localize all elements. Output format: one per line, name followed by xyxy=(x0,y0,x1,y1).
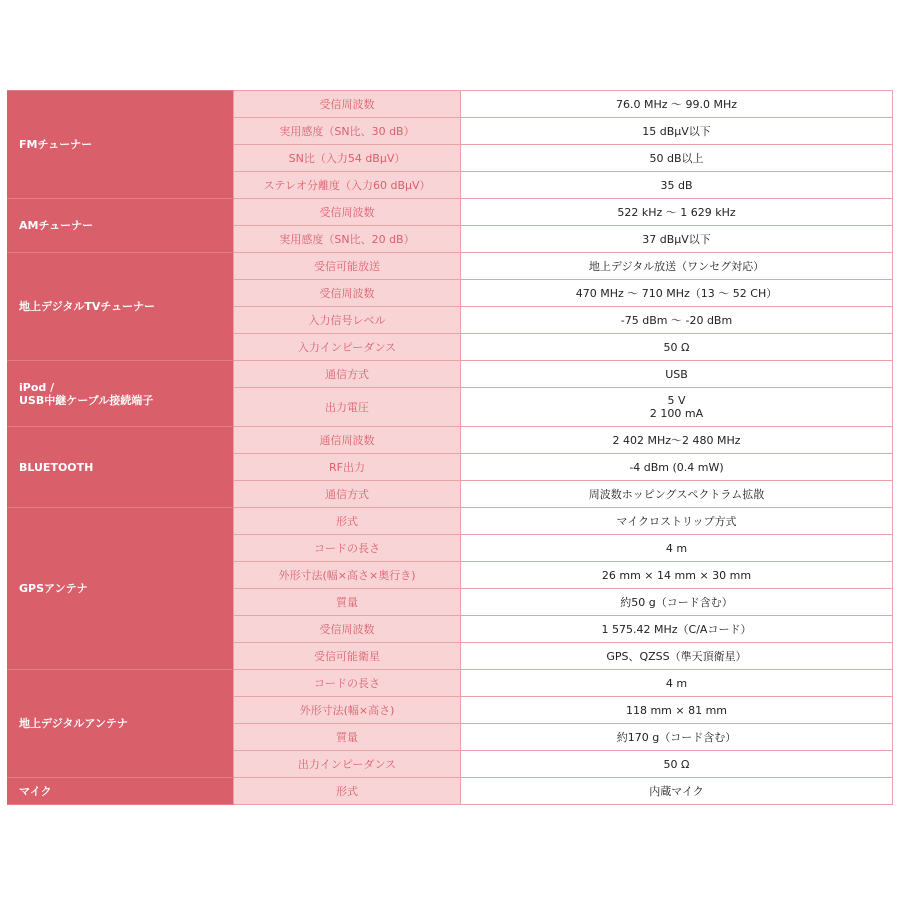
spec-row xyxy=(7,199,893,226)
spec-label: 実用感度（SN比、20 dB） xyxy=(234,226,461,253)
spec-label: 受信周波数 xyxy=(234,91,461,118)
spec-value: USB xyxy=(461,361,893,388)
category-cell: 地上デジタルTVチューナー xyxy=(7,253,234,361)
spec-value xyxy=(461,388,893,427)
spec-value-line: 5 V xyxy=(667,394,686,407)
spec-value: 2 402 MHz～2 480 MHz xyxy=(461,427,893,454)
category-cell: GPSアンテナ xyxy=(7,508,234,670)
spec-label: コードの長さ xyxy=(234,670,461,697)
spec-value: 37 dBμV以下 xyxy=(461,226,893,253)
category-cell xyxy=(7,361,234,427)
spec-value: 内蔵マイク xyxy=(461,778,893,805)
spec-table-body xyxy=(7,91,893,805)
spec-label: 受信周波数 xyxy=(234,199,461,226)
spec-label: 形式 xyxy=(234,508,461,535)
spec-row xyxy=(7,670,893,697)
category-label-line: iPod / xyxy=(19,380,55,394)
spec-value: 26 mm × 14 mm × 30 mm xyxy=(461,562,893,589)
spec-label: 通信方式 xyxy=(234,481,461,508)
spec-label: 外形寸法(幅×高さ×奥行き) xyxy=(234,562,461,589)
spec-label: ステレオ分離度（入力60 dBμV） xyxy=(234,172,461,199)
spec-row xyxy=(7,253,893,280)
spec-row xyxy=(7,91,893,118)
spec-table xyxy=(7,90,893,805)
spec-label: 受信可能衛星 xyxy=(234,643,461,670)
spec-value: GPS、QZSS（準天頂衛星） xyxy=(461,643,893,670)
spec-label: 出力インピーダンス xyxy=(234,751,461,778)
spec-row xyxy=(7,778,893,805)
spec-label: 実用感度（SN比、30 dB） xyxy=(234,118,461,145)
category-cell: AMチューナー xyxy=(7,199,234,253)
spec-value: -4 dBm (0.4 mW) xyxy=(461,454,893,481)
spec-row xyxy=(7,361,893,388)
spec-value: 522 kHz ～ 1 629 kHz xyxy=(461,199,893,226)
spec-value: 約50 g（コード含む） xyxy=(461,589,893,616)
category-label-line: USB中継ケーブル接続端子 xyxy=(19,393,154,407)
spec-label: 外形寸法(幅×高さ) xyxy=(234,697,461,724)
spec-value: 4 m xyxy=(461,670,893,697)
spec-value: 118 mm × 81 mm xyxy=(461,697,893,724)
spec-label: 質量 xyxy=(234,724,461,751)
spec-value: -75 dBm ～ -20 dBm xyxy=(461,307,893,334)
spec-value: 35 dB xyxy=(461,172,893,199)
spec-row xyxy=(7,427,893,454)
spec-value: 約170 g（コード含む） xyxy=(461,724,893,751)
category-cell: 地上デジタルアンテナ xyxy=(7,670,234,778)
spec-label: 通信周波数 xyxy=(234,427,461,454)
spec-value: マイクロストリップ方式 xyxy=(461,508,893,535)
spec-label: 入力信号レベル xyxy=(234,307,461,334)
spec-row xyxy=(7,508,893,535)
category-cell: FMチューナー xyxy=(7,91,234,199)
spec-value: 50 Ω xyxy=(461,334,893,361)
spec-value: 76.0 MHz ～ 99.0 MHz xyxy=(461,91,893,118)
spec-label: 受信周波数 xyxy=(234,280,461,307)
spec-value: 15 dBμV以下 xyxy=(461,118,893,145)
spec-label: 質量 xyxy=(234,589,461,616)
spec-label: SN比（入力54 dBμV） xyxy=(234,145,461,172)
spec-label: 出力電圧 xyxy=(234,388,461,427)
spec-value: 470 MHz ～ 710 MHz（13 ～ 52 CH） xyxy=(461,280,893,307)
spec-value: 1 575.42 MHz（C/Aコード） xyxy=(461,616,893,643)
spec-label: RF出力 xyxy=(234,454,461,481)
spec-label: 受信可能放送 xyxy=(234,253,461,280)
spec-value: 地上デジタル放送（ワンセグ対応） xyxy=(461,253,893,280)
category-cell: BLUETOOTH xyxy=(7,427,234,508)
spec-label: 通信方式 xyxy=(234,361,461,388)
spec-label: コードの長さ xyxy=(234,535,461,562)
spec-value: 4 m xyxy=(461,535,893,562)
spec-value-line: 2 100 mA xyxy=(649,407,704,420)
spec-value: 周波数ホッピングスペクトラム拡散 xyxy=(461,481,893,508)
spec-value: 50 dB以上 xyxy=(461,145,893,172)
spec-label: 入力インピーダンス xyxy=(234,334,461,361)
category-cell: マイク xyxy=(7,778,234,805)
spec-label: 形式 xyxy=(234,778,461,805)
spec-label: 受信周波数 xyxy=(234,616,461,643)
spec-value: 50 Ω xyxy=(461,751,893,778)
